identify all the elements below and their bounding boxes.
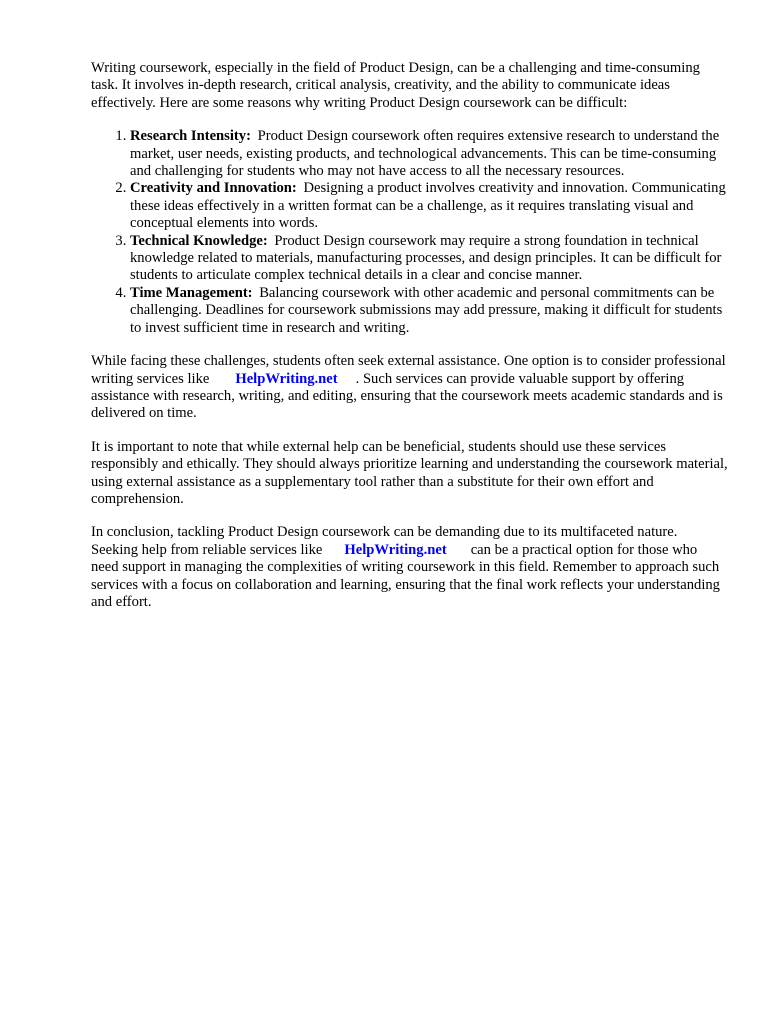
reason-text: Balancing coursework with other academic and personal commitments can be challenging. Deadlines for coursework submissions may add pressure, making it difficult for students to invest sufficient time in research and writing. <box>130 284 723 336</box>
list-item <box>130 285 728 337</box>
reason-title: Time Management: <box>130 284 253 301</box>
external-assistance-paragraph <box>91 353 728 423</box>
external-text-after: . Such services can provide valuable support by offering assistance with research, writing, and editing, ensuring that the coursework meets academic standards and is delivered on time. <box>91 370 723 422</box>
reasons-list <box>91 128 728 337</box>
reason-title: Creativity and Innovation: <box>130 180 297 197</box>
conclusion-text-before: In conclusion, tackling Product Design coursework can be demanding due to its multifaceted nature. Seeking help from reliable services like <box>91 524 678 558</box>
list-item <box>130 233 728 285</box>
reason-title: Research Intensity: <box>130 128 251 145</box>
external-text-before: While facing these challenges, students often seek external assistance. One option is to consider professional writing services like <box>91 353 726 387</box>
intro-paragraph: Writing coursework, especially in the field of Product Design, can be a challenging and time-consuming task. It involves in-depth research, critical analysis, creativity, and the ability to communicate ideas effectively. Here are some reasons why writing Product Design coursework can be difficult: <box>91 60 700 111</box>
conclusion-text-after: can be a practical option for those who need support in managing the complexities of writing coursework in this field. Remember to approach such services with a focus on collaboration and learning, ensuring that the final work reflects your understanding and effort. <box>91 541 720 610</box>
reason-title: Technical Knowledge: <box>130 232 268 249</box>
reason-text: Product Design coursework often requires extensive research to understand the market, user needs, existing products, and technological advancements. This can be time-consuming and challenging for students who may not have access to all the necessary resources. <box>130 128 720 180</box>
ethics-paragraph: It is important to note that while external help can be beneficial, students should use these services responsibly and ethically. They should always prioritize learning and understanding the coursework material, using external assistance as a supplementary tool rather than a substitute for their own effort and comprehension. <box>91 438 728 507</box>
helpwriting-link[interactable]: HelpWriting.net <box>344 541 447 558</box>
list-item <box>130 180 728 232</box>
list-item <box>130 128 728 180</box>
reason-text: Designing a product involves creativity and innovation. Communicating these ideas effectively in a written format can be a challenge, as it requires translating visual and conceptual elements into words. <box>130 180 726 232</box>
conclusion-paragraph <box>91 524 728 611</box>
helpwriting-link[interactable]: HelpWriting.net <box>235 370 338 387</box>
reason-text: Product Design coursework may require a strong foundation in technical knowledge related to materials, manufacturing processes, and design principles. It can be difficult for students to articulate complex technical details in a clear and concise manner. <box>130 232 722 284</box>
